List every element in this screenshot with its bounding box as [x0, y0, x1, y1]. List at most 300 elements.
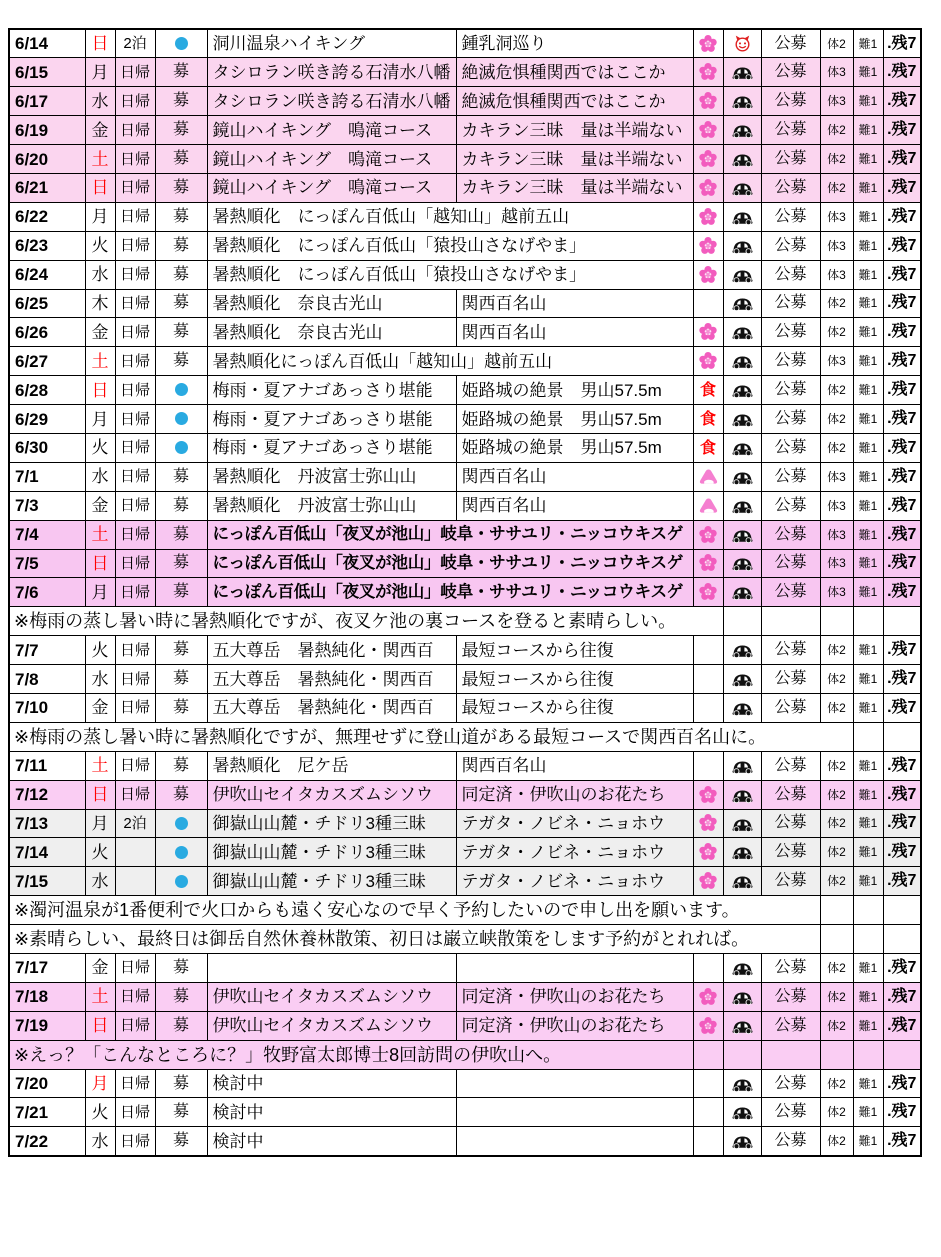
note-cell: ※濁河温泉が1番便利で火口からも遠く安心なので早く予約したいので申し出を願います。: [9, 896, 820, 925]
fitness-cell: 体2: [820, 145, 853, 174]
difficulty-cell: 難1: [853, 1098, 883, 1127]
title-cell: タシロラン咲き誇る石清水八幡: [207, 87, 456, 116]
date-cell: 7/14: [9, 838, 85, 867]
difficulty-cell: 難1: [853, 665, 883, 694]
icon2-cell: [723, 838, 761, 867]
day-cell: 土: [85, 347, 115, 376]
title-cell: にっぽん百低山「夜叉が池山」岐阜・ササユリ・ニッコウキスゲ: [207, 549, 693, 578]
flower-icon: [698, 351, 718, 371]
kobo-cell: 公募: [761, 665, 820, 694]
flower-icon: [698, 1016, 718, 1036]
duration-cell: 2泊: [115, 809, 155, 838]
desc-cell: 関西百名山: [456, 462, 693, 491]
fitness-cell: 体2: [820, 954, 853, 983]
icon1-cell: [693, 260, 723, 289]
desc-cell: 最短コースから往復: [456, 665, 693, 694]
recruit-cell: 募: [155, 751, 207, 780]
duration-cell: 日帰: [115, 289, 155, 318]
kobo-cell: 公募: [761, 433, 820, 462]
duration-cell: 日帰: [115, 433, 155, 462]
day-cell: 月: [85, 1069, 115, 1098]
kobo-cell: 公募: [761, 116, 820, 145]
car-icon: [731, 64, 754, 81]
kobo-cell: 公募: [761, 1098, 820, 1127]
fitness-cell: 体3: [820, 58, 853, 87]
icon1-cell: [693, 58, 723, 87]
tour-row: [9, 1011, 921, 1040]
icon1-cell: [693, 87, 723, 116]
blue-dot-icon: [175, 846, 188, 859]
empty-cell: [761, 1040, 820, 1069]
empty-cell: [853, 607, 883, 636]
desc-cell: 同定済・伊吹山のお花たち: [456, 982, 693, 1011]
recruit-cell: [155, 809, 207, 838]
tour-row: [9, 867, 921, 896]
remaining-cell: .残7: [883, 231, 921, 260]
car-icon: [731, 180, 754, 197]
icon2-cell: [723, 145, 761, 174]
date-cell: 6/14: [9, 29, 85, 58]
icon2-cell: [723, 202, 761, 231]
day-cell: 日: [85, 376, 115, 405]
icon1-cell: [693, 838, 723, 867]
blue-dot-icon: [175, 383, 188, 396]
date-cell: 7/5: [9, 549, 85, 578]
duration-cell: 日帰: [115, 549, 155, 578]
difficulty-cell: 難1: [853, 867, 883, 896]
recruit-cell: [155, 838, 207, 867]
kobo-cell: 公募: [761, 954, 820, 983]
day-cell: 日: [85, 780, 115, 809]
title-cell: 梅雨・夏アナゴあっさり堪能: [207, 376, 456, 405]
empty-cell: [820, 925, 853, 954]
date-cell: 6/23: [9, 231, 85, 260]
day-cell: 金: [85, 954, 115, 983]
recruit-cell: [155, 405, 207, 434]
date-cell: 6/25: [9, 289, 85, 318]
difficulty-cell: 難1: [853, 1011, 883, 1040]
title-cell: 伊吹山セイタカスズムシソウ: [207, 982, 456, 1011]
kobo-cell: 公募: [761, 289, 820, 318]
duration-cell: 日帰: [115, 260, 155, 289]
title-cell: 御嶽山山麓・チドリ3種三昧: [207, 809, 456, 838]
icon1-cell: [693, 202, 723, 231]
recruit-cell: 募: [155, 1069, 207, 1098]
onigiri-icon: [698, 468, 719, 486]
title-cell: にっぽん百低山「夜叉が池山」岐阜・ササユリ・ニッコウキスゲ: [207, 578, 693, 607]
title-cell: 暑熱順化にっぽん百低山「越知山」越前五山: [207, 347, 693, 376]
duration-cell: 日帰: [115, 954, 155, 983]
icon1-cell: [693, 116, 723, 145]
title-cell: 五大尊岳 暑熱純化・関西百: [207, 693, 456, 722]
car-icon: [731, 324, 754, 341]
difficulty-cell: 難1: [853, 405, 883, 434]
icon2-cell: [723, 751, 761, 780]
title-cell: 暑熱順化 丹波富士弥山山: [207, 491, 456, 520]
tour-row: [9, 116, 921, 145]
icon2-cell: [723, 867, 761, 896]
empty-cell: [853, 896, 883, 925]
kobo-cell: 公募: [761, 347, 820, 376]
fitness-cell: 体3: [820, 491, 853, 520]
title-cell: にっぽん百低山「夜叉が池山」岐阜・ササユリ・ニッコウキスゲ: [207, 520, 693, 549]
duration-cell: 日帰: [115, 491, 155, 520]
fitness-cell: 体3: [820, 549, 853, 578]
blue-dot-icon: [175, 441, 188, 454]
tour-row: [9, 809, 921, 838]
title-cell: 伊吹山セイタカスズムシソウ: [207, 780, 456, 809]
day-cell: 火: [85, 231, 115, 260]
kobo-cell: 公募: [761, 87, 820, 116]
duration-cell: 日帰: [115, 665, 155, 694]
tour-row: [9, 491, 921, 520]
recruit-cell: 募: [155, 116, 207, 145]
fitness-cell: 体3: [820, 520, 853, 549]
remaining-cell: .残7: [883, 665, 921, 694]
icon2-cell: [723, 173, 761, 202]
tour-row: [9, 347, 921, 376]
title-cell: 鏡山ハイキング 鳴滝コース: [207, 173, 456, 202]
flower-icon: [698, 178, 718, 198]
day-cell: 水: [85, 462, 115, 491]
difficulty-cell: 難1: [853, 809, 883, 838]
date-cell: 6/28: [9, 376, 85, 405]
car-icon: [731, 584, 754, 601]
day-cell: 金: [85, 116, 115, 145]
duration-cell: 日帰: [115, 693, 155, 722]
icon1-cell: [693, 376, 723, 405]
fitness-cell: 体2: [820, 29, 853, 58]
desc-cell: カキラン三昧 量は半端ない: [456, 173, 693, 202]
duration-cell: 日帰: [115, 202, 155, 231]
day-cell: 日: [85, 549, 115, 578]
title-cell: 検討中: [207, 1069, 456, 1098]
duration-cell: 日帰: [115, 982, 155, 1011]
day-cell: 水: [85, 665, 115, 694]
recruit-cell: 募: [155, 347, 207, 376]
date-cell: 6/26: [9, 318, 85, 347]
tour-row: [9, 29, 921, 58]
day-cell: 土: [85, 145, 115, 174]
note-cell: ※素晴らしい、最終日は御岳自然休養林散策、初日は巌立峡散策をします予約がとれれば。: [9, 925, 820, 954]
kobo-cell: 公募: [761, 376, 820, 405]
duration-cell: 日帰: [115, 231, 155, 260]
difficulty-cell: 難1: [853, 260, 883, 289]
date-cell: 6/29: [9, 405, 85, 434]
note-row: [9, 925, 921, 954]
kobo-cell: 公募: [761, 751, 820, 780]
day-cell: 月: [85, 405, 115, 434]
desc-cell: 姫路城の絶景 男山57.5m: [456, 433, 693, 462]
empty-cell: [761, 607, 820, 636]
fitness-cell: 体2: [820, 780, 853, 809]
flower-icon: [698, 207, 718, 227]
tour-row: [9, 693, 921, 722]
empty-cell: [820, 607, 853, 636]
duration-cell: 日帰: [115, 376, 155, 405]
date-cell: 7/21: [9, 1098, 85, 1127]
kobo-cell: 公募: [761, 58, 820, 87]
note-row: [9, 722, 921, 751]
flower-icon: [698, 553, 718, 573]
icon2-cell: [723, 462, 761, 491]
difficulty-cell: 難1: [853, 173, 883, 202]
difficulty-cell: 難1: [853, 838, 883, 867]
icon2-cell: [723, 578, 761, 607]
fitness-cell: 体2: [820, 665, 853, 694]
icon1-cell: [693, 520, 723, 549]
recruit-cell: 募: [155, 665, 207, 694]
day-cell: 金: [85, 693, 115, 722]
car-icon: [731, 498, 754, 515]
kobo-cell: 公募: [761, 405, 820, 434]
title-cell: 御嶽山山麓・チドリ3種三昧: [207, 838, 456, 867]
empty-cell: [853, 1040, 883, 1069]
remaining-cell: .残7: [883, 289, 921, 318]
flower-icon: [698, 871, 718, 891]
duration-cell: 日帰: [115, 462, 155, 491]
kobo-cell: 公募: [761, 1069, 820, 1098]
fitness-cell: 体2: [820, 982, 853, 1011]
fitness-cell: 体3: [820, 231, 853, 260]
remaining-cell: .残7: [883, 693, 921, 722]
car-icon: [731, 295, 754, 312]
note-cell: ※梅雨の蒸し暑い時に暑熱順化ですが、無理せずに登山道がある最短コースで関西百名山に。: [9, 722, 853, 751]
icon1-cell: [693, 1069, 723, 1098]
kobo-cell: 公募: [761, 838, 820, 867]
kobo-cell: 公募: [761, 780, 820, 809]
tour-row: [9, 173, 921, 202]
icon2-cell: [723, 1069, 761, 1098]
tour-row: [9, 260, 921, 289]
remaining-cell: .残7: [883, 780, 921, 809]
remaining-cell: .残7: [883, 433, 921, 462]
kobo-cell: 公募: [761, 145, 820, 174]
remaining-cell: .残7: [883, 838, 921, 867]
day-cell: 日: [85, 1011, 115, 1040]
remaining-cell: .残7: [883, 318, 921, 347]
flower-icon: [698, 842, 718, 862]
difficulty-cell: 難1: [853, 376, 883, 405]
desc-cell: 同定済・伊吹山のお花たち: [456, 1011, 693, 1040]
icon1-cell: [693, 173, 723, 202]
recruit-cell: [155, 29, 207, 58]
car-icon: [731, 1133, 754, 1150]
date-cell: 6/15: [9, 58, 85, 87]
title-cell: 暑熱順化 尼ケ岳: [207, 751, 456, 780]
flower-icon: [698, 525, 718, 545]
kobo-cell: 公募: [761, 462, 820, 491]
duration-cell: 日帰: [115, 1098, 155, 1127]
duration-cell: 日帰: [115, 636, 155, 665]
icon2-cell: [723, 433, 761, 462]
car-icon: [731, 122, 754, 139]
recruit-cell: 募: [155, 982, 207, 1011]
empty-cell: [883, 1040, 921, 1069]
duration-cell: 日帰: [115, 1127, 155, 1156]
remaining-cell: .残7: [883, 1069, 921, 1098]
recruit-cell: [155, 376, 207, 405]
blue-dot-icon: [175, 875, 188, 888]
fitness-cell: 体2: [820, 751, 853, 780]
icon1-cell: [693, 1011, 723, 1040]
fitness-cell: 体2: [820, 1069, 853, 1098]
difficulty-cell: 難1: [853, 636, 883, 665]
remaining-cell: .残7: [883, 58, 921, 87]
title-cell: タシロラン咲き誇る石清水八幡: [207, 58, 456, 87]
kobo-cell: 公募: [761, 231, 820, 260]
kobo-cell: 公募: [761, 29, 820, 58]
remaining-cell: .残7: [883, 578, 921, 607]
icon1-cell: [693, 289, 723, 318]
remaining-cell: .残7: [883, 1011, 921, 1040]
icon2-cell: [723, 1127, 761, 1156]
icon1-cell: [693, 433, 723, 462]
difficulty-cell: 難1: [853, 87, 883, 116]
difficulty-cell: 難1: [853, 780, 883, 809]
note-cell: ※梅雨の蒸し暑い時に暑熱順化ですが、夜叉ケ池の裏コースを登ると素晴らしい。: [9, 607, 723, 636]
car-icon: [731, 93, 754, 110]
demon-icon: [733, 34, 752, 53]
fitness-cell: 体2: [820, 173, 853, 202]
day-cell: 月: [85, 809, 115, 838]
difficulty-cell: 難1: [853, 462, 883, 491]
meal-kanji: 食: [699, 439, 716, 457]
kobo-cell: 公募: [761, 318, 820, 347]
car-icon: [731, 238, 754, 255]
recruit-cell: 募: [155, 1011, 207, 1040]
kobo-cell: 公募: [761, 982, 820, 1011]
desc-cell: 同定済・伊吹山のお花たち: [456, 780, 693, 809]
desc-cell: [456, 1069, 693, 1098]
title-cell: 暑熱順化 にっぽん百低山「越知山」越前五山: [207, 202, 693, 231]
day-cell: 水: [85, 1127, 115, 1156]
recruit-cell: 募: [155, 780, 207, 809]
recruit-cell: 募: [155, 636, 207, 665]
day-cell: 土: [85, 982, 115, 1011]
fitness-cell: 体3: [820, 462, 853, 491]
desc-cell: 関西百名山: [456, 318, 693, 347]
icon2-cell: [723, 405, 761, 434]
recruit-cell: [155, 867, 207, 896]
icon1-cell: [693, 693, 723, 722]
desc-cell: 関西百名山: [456, 751, 693, 780]
recruit-cell: 募: [155, 491, 207, 520]
icon1-cell: [693, 549, 723, 578]
duration-cell: 日帰: [115, 578, 155, 607]
difficulty-cell: 難1: [853, 693, 883, 722]
desc-cell: 関西百名山: [456, 491, 693, 520]
fitness-cell: 体3: [820, 347, 853, 376]
date-cell: 6/21: [9, 173, 85, 202]
empty-cell: [723, 607, 761, 636]
desc-cell: テガタ・ノビネ・ニョホウ: [456, 838, 693, 867]
duration-cell: 日帰: [115, 173, 155, 202]
recruit-cell: 募: [155, 260, 207, 289]
date-cell: 7/6: [9, 578, 85, 607]
tour-row: [9, 87, 921, 116]
title-cell: 御嶽山山麓・チドリ3種三昧: [207, 867, 456, 896]
car-icon: [731, 527, 754, 544]
duration-cell: 日帰: [115, 1011, 155, 1040]
date-cell: 7/8: [9, 665, 85, 694]
fitness-cell: 体2: [820, 433, 853, 462]
icon2-cell: [723, 665, 761, 694]
empty-cell: [853, 925, 883, 954]
remaining-cell: .残7: [883, 202, 921, 231]
fitness-cell: 体3: [820, 260, 853, 289]
remaining-cell: .残7: [883, 867, 921, 896]
date-cell: 7/15: [9, 867, 85, 896]
day-cell: 月: [85, 578, 115, 607]
kobo-cell: 公募: [761, 202, 820, 231]
schedule-table-body: [9, 29, 921, 1156]
day-cell: 金: [85, 491, 115, 520]
difficulty-cell: 難1: [853, 578, 883, 607]
fitness-cell: 体2: [820, 1011, 853, 1040]
title-cell: 暑熱順化 にっぽん百低山「猿投山さなげやま」: [207, 260, 693, 289]
car-icon: [731, 787, 754, 804]
icon1-cell: [693, 954, 723, 983]
tour-row: [9, 665, 921, 694]
duration-cell: 日帰: [115, 347, 155, 376]
icon1-cell: [693, 578, 723, 607]
difficulty-cell: 難1: [853, 116, 883, 145]
duration-cell: [115, 867, 155, 896]
remaining-cell: .残7: [883, 1098, 921, 1127]
desc-cell: 姫路城の絶景 男山57.5m: [456, 376, 693, 405]
remaining-cell: .残7: [883, 520, 921, 549]
day-cell: 火: [85, 636, 115, 665]
icon1-cell: [693, 1127, 723, 1156]
icon1-cell: [693, 636, 723, 665]
desc-cell: 姫路城の絶景 男山57.5m: [456, 405, 693, 434]
tour-row: [9, 549, 921, 578]
fitness-cell: 体2: [820, 693, 853, 722]
tour-row: [9, 636, 921, 665]
car-icon: [731, 816, 754, 833]
duration-cell: 日帰: [115, 520, 155, 549]
desc-cell: 関西百名山: [456, 289, 693, 318]
day-cell: 日: [85, 173, 115, 202]
note-row: [9, 607, 921, 636]
icon2-cell: [723, 87, 761, 116]
date-cell: 7/11: [9, 751, 85, 780]
tour-row: [9, 1098, 921, 1127]
empty-cell: [883, 896, 921, 925]
title-cell: 梅雨・夏アナゴあっさり堪能: [207, 433, 456, 462]
icon2-cell: [723, 29, 761, 58]
fitness-cell: 体2: [820, 636, 853, 665]
remaining-cell: .残7: [883, 29, 921, 58]
blue-dot-icon: [175, 412, 188, 425]
tour-row: [9, 1127, 921, 1156]
tour-row: [9, 202, 921, 231]
fitness-cell: 体2: [820, 809, 853, 838]
recruit-cell: 募: [155, 145, 207, 174]
difficulty-cell: 難1: [853, 231, 883, 260]
desc-cell: カキラン三昧 量は半端ない: [456, 116, 693, 145]
kobo-cell: 公募: [761, 520, 820, 549]
kobo-cell: 公募: [761, 260, 820, 289]
tour-row: [9, 376, 921, 405]
icon1-cell: [693, 347, 723, 376]
remaining-cell: .残7: [883, 954, 921, 983]
recruit-cell: 募: [155, 87, 207, 116]
recruit-cell: 募: [155, 520, 207, 549]
recruit-cell: 募: [155, 693, 207, 722]
car-icon: [731, 1104, 754, 1121]
